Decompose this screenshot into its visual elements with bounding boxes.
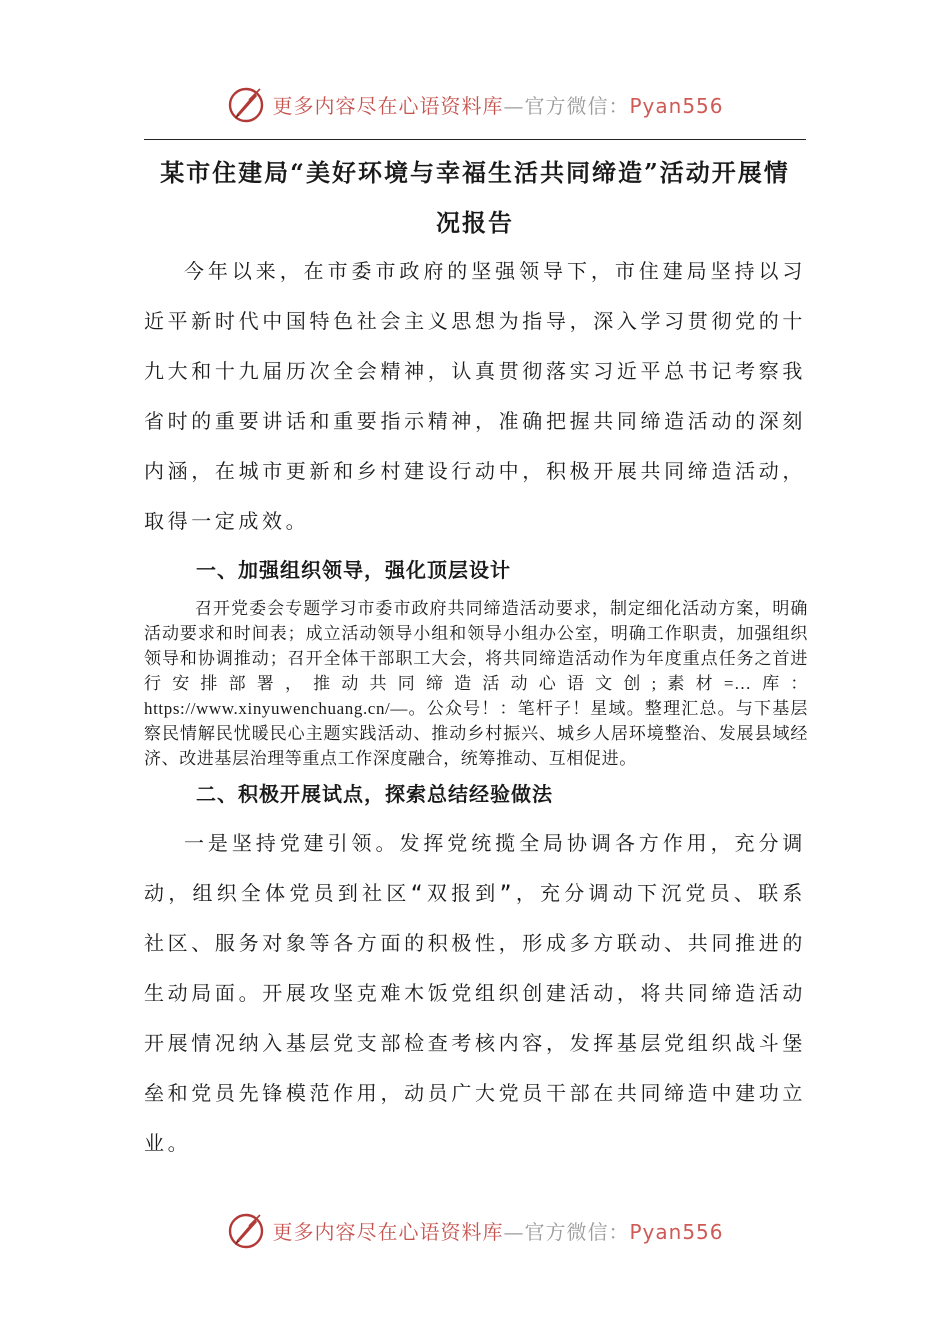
quill-pen-logo-icon — [226, 1210, 266, 1250]
banner-text — [272, 90, 723, 119]
quill-pen-logo-icon — [226, 84, 266, 124]
section-1-heading: 一、加强组织领导，强化顶层设计 — [196, 558, 511, 582]
footer-banner — [0, 1208, 950, 1252]
section-2-paragraph: 一是坚持党建引领。发挥党统揽全局协调各方作用，充分调动，组织全体党员到社区“双报到”，充分调动下沉党员、联系社区、服务对象等各方面的积极性，形成多方联动、共同推进的生动局面。开展攻坚克难木饭党组织创建活动，将共同缔造活动开展情况纳入基层党支部检查考核内容，发挥基层党组织战斗堡垒和党员先锋模范作用，动员广大党员干部在共同缔造中建功立业。 — [144, 831, 806, 1155]
banner-contact-label: 官方微信： — [524, 93, 630, 118]
banner-brand: 更多内容尽在心语资料库 — [272, 93, 504, 118]
banner-text — [272, 1216, 723, 1245]
banner-dash: — — [503, 93, 525, 118]
header-divider — [144, 139, 806, 140]
section-2-heading: 二、积极开展试点，探索总结经验做法 — [196, 782, 553, 806]
banner-brand: 更多内容尽在心语资料库 — [272, 1219, 504, 1244]
title-line-1: 某市住建局“美好环境与幸福生活共同缔造”活动开展情 — [160, 158, 790, 187]
document-title — [144, 148, 806, 248]
banner-contact-label: 官方微信： — [524, 1219, 630, 1244]
banner-dash: — — [503, 1219, 525, 1244]
banner-contact-id: Pyan556 — [629, 93, 724, 118]
intro-paragraph: 今年以来，在市委市政府的坚强领导下，市住建局坚持以习近平新时代中国特色社会主义思想为指导，深入学习贯彻党的十九大和十九届历次全会精神，认真贯彻落实习近平总书记考察我省时的重要讲话和重要指示精神，准确把握共同缔造活动的深刻内涵，在城市更新和乡村建设行动中，积极开展共同缔造活动，取得一定成效。 — [144, 259, 806, 533]
title-line-2: 况报告 — [436, 208, 514, 237]
banner-contact-id: Pyan556 — [629, 1219, 724, 1244]
header-banner — [0, 82, 950, 126]
section-1-paragraph: 召开党委会专题学习市委市政府共同缔造活动要求，制定细化活动方案，明确活动要求和时间表；成立活动领导小组和领导小组办公室，明确工作职责，加强组织领导和协调推动；召开全体干部职工大会，将共同缔造活动作为年度重点任务之首进行安排部署，推动共同缔造活动心语文创;素材=…库：https://www.xinyuwenchuang.cn/—。公众号！：笔杆子！星域。整理汇总。与下基层察民情解民忧暖民心主题实践活动、推动乡村振兴、城乡人居环境整治、发展县域经济、改进基层治理等重点工作深度融合，统筹推动、互相促进。 — [144, 599, 808, 768]
